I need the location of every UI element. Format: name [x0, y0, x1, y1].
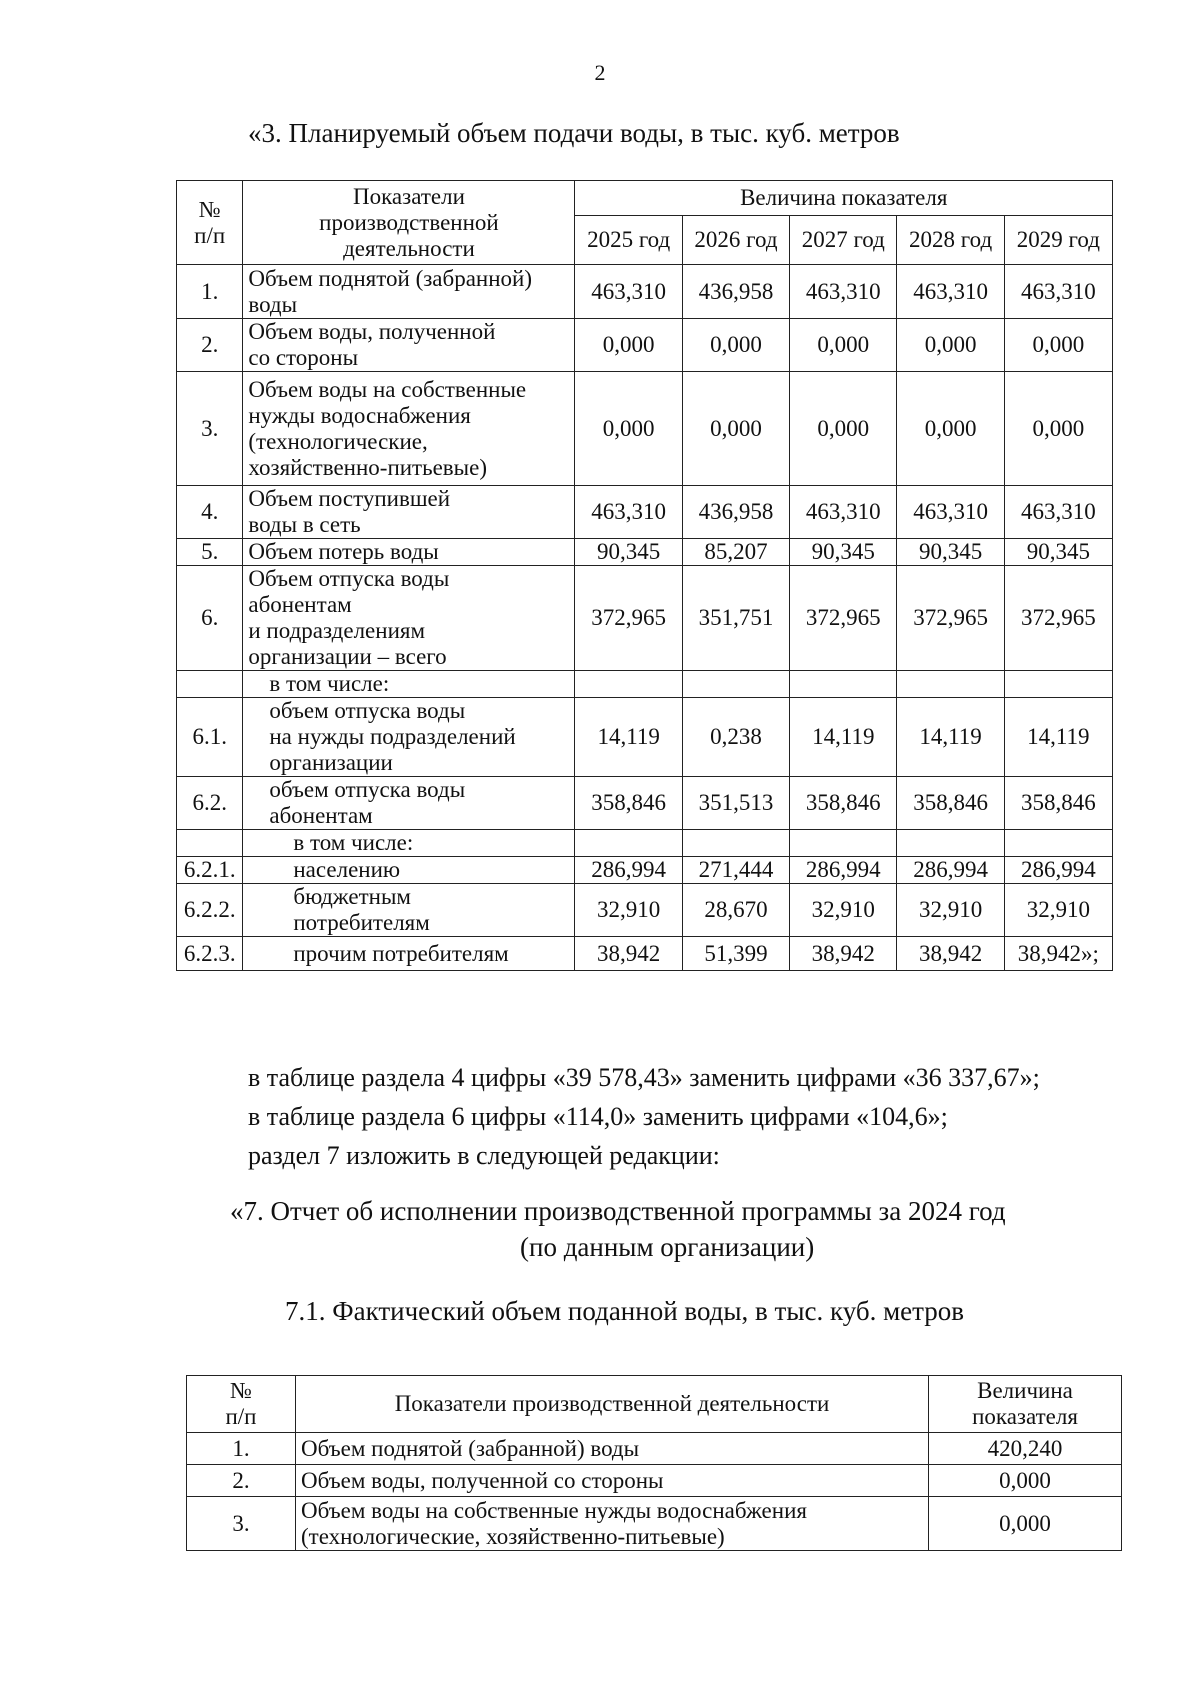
row-value: 14,119	[1004, 698, 1112, 777]
row-value: 38,942	[575, 937, 682, 971]
row-number: 3.	[177, 372, 243, 486]
section-7-subtitle-note: (по данным организации)	[520, 1232, 815, 1262]
row-number: 5.	[177, 539, 243, 566]
section-3-title: «3. Планируемый объем подачи воды, в тыс. куб. метров	[248, 118, 900, 148]
row-value	[1004, 830, 1112, 857]
table-row	[177, 777, 1113, 830]
row-indicator: в том числе:	[243, 830, 575, 857]
column-header-year: 2029 год	[1004, 216, 1112, 265]
table-row	[177, 857, 1113, 884]
row-indicator: прочим потребителям	[243, 937, 575, 971]
row-value: 372,965	[790, 566, 897, 671]
row-value: 38,942»;	[1004, 937, 1112, 971]
planned-table-body	[177, 265, 1113, 971]
row-value: 14,119	[897, 698, 1004, 777]
row-value: 38,942	[790, 937, 897, 971]
row-value: 358,846	[575, 777, 682, 830]
actual-water-volume-table	[186, 1375, 1122, 1551]
row-value: 14,119	[790, 698, 897, 777]
row-value: 32,910	[790, 884, 897, 937]
row-value: 463,310	[575, 486, 682, 539]
section-7-title: «7. Отчет об исполнении производственной программы за 2024 год	[230, 1196, 1006, 1226]
page-number: 2	[594, 60, 606, 85]
row-value: 0,000	[1004, 319, 1112, 372]
row-value: 463,310	[897, 486, 1004, 539]
row-value: 436,958	[682, 265, 789, 319]
row-value	[1004, 671, 1112, 698]
column-header-indicator: Показатели производственной деятельности	[243, 181, 575, 265]
row-number: 3.	[187, 1497, 296, 1551]
row-value: 463,310	[790, 265, 897, 319]
row-value: 38,942	[897, 937, 1004, 971]
row-value	[682, 671, 789, 698]
row-indicator: Объем поднятой (забранной) воды	[243, 265, 575, 319]
row-value: 436,958	[682, 486, 789, 539]
row-indicator: Объем потерь воды	[243, 539, 575, 566]
row-number: 6.2.2.	[177, 884, 243, 937]
row-value: 286,994	[897, 857, 1004, 884]
row-value: 32,910	[1004, 884, 1112, 937]
table-row	[177, 486, 1113, 539]
column-header-number: № п/п	[187, 1376, 296, 1433]
row-value: 463,310	[897, 265, 1004, 319]
row-indicator: Объем поступившей воды в сеть	[243, 486, 575, 539]
row-value: 351,513	[682, 777, 789, 830]
row-value	[897, 830, 1004, 857]
row-indicator: Объем воды, полученной со стороны	[243, 319, 575, 372]
column-header-indicator: Показатели производственной деятельности	[296, 1376, 929, 1433]
table-row	[187, 1465, 1122, 1497]
row-value	[897, 671, 1004, 698]
row-indicator: Объем воды на собственные нужды водоснабжения (технологические, хозяйственно-питьевые)	[296, 1497, 929, 1551]
row-value: 85,207	[682, 539, 789, 566]
row-indicator: объем отпуска воды абонентам	[243, 777, 575, 830]
row-number	[177, 830, 243, 857]
table-row	[177, 884, 1113, 937]
column-header-value-group: Величина показателя	[575, 181, 1113, 216]
amendment-paragraph: раздел 7 изложить в следующей редакции:	[248, 1141, 720, 1170]
row-number: 1.	[187, 1433, 296, 1465]
row-value: 420,240	[929, 1433, 1122, 1465]
row-number: 2.	[177, 319, 243, 372]
column-header-value: Величина показателя	[929, 1376, 1122, 1433]
table-row	[187, 1497, 1122, 1551]
table-row	[177, 319, 1113, 372]
row-indicator: Объем воды на собственные нужды водоснабжения (технологические, хозяйственно-питьевые)	[243, 372, 575, 486]
table-row	[177, 698, 1113, 777]
row-number: 6.2.	[177, 777, 243, 830]
row-value: 14,119	[575, 698, 682, 777]
row-value: 0,000	[682, 372, 789, 486]
row-number: 2.	[187, 1465, 296, 1497]
row-value: 286,994	[1004, 857, 1112, 884]
row-value: 0,000	[575, 372, 682, 486]
actual-table-body	[187, 1433, 1122, 1551]
column-header-year: 2025 год	[575, 216, 682, 265]
row-value: 286,994	[575, 857, 682, 884]
row-value	[575, 671, 682, 698]
row-indicator: Объем воды, полученной со стороны	[296, 1465, 929, 1497]
row-value: 463,310	[1004, 486, 1112, 539]
row-value: 358,846	[790, 777, 897, 830]
row-number: 1.	[177, 265, 243, 319]
column-header-year: 2026 год	[682, 216, 789, 265]
row-indicator: Объем отпуска воды абонентам и подразделениям организации – всего	[243, 566, 575, 671]
row-value: 0,000	[575, 319, 682, 372]
section-7-1-title: 7.1. Фактический объем поданной воды, в тыс. куб. метров	[285, 1296, 965, 1326]
row-value: 463,310	[1004, 265, 1112, 319]
row-value: 0,238	[682, 698, 789, 777]
table-row	[177, 671, 1113, 698]
column-header-year: 2028 год	[897, 216, 1004, 265]
row-indicator: объем отпуска воды на нужды подразделений организации	[243, 698, 575, 777]
table-row	[177, 830, 1113, 857]
row-value: 32,910	[575, 884, 682, 937]
row-number: 6.2.3.	[177, 937, 243, 971]
row-value: 0,000	[929, 1497, 1122, 1551]
row-value: 0,000	[790, 319, 897, 372]
table-row	[187, 1433, 1122, 1465]
table-row	[177, 937, 1113, 971]
table-row	[177, 265, 1113, 319]
row-value: 372,965	[1004, 566, 1112, 671]
row-value	[575, 830, 682, 857]
row-value: 463,310	[575, 265, 682, 319]
row-number	[177, 671, 243, 698]
row-value: 90,345	[790, 539, 897, 566]
row-value: 90,345	[575, 539, 682, 566]
row-number: 6.	[177, 566, 243, 671]
row-value: 351,751	[682, 566, 789, 671]
row-value: 28,670	[682, 884, 789, 937]
planned-water-volume-table	[176, 180, 1113, 971]
row-number: 6.1.	[177, 698, 243, 777]
row-value: 90,345	[897, 539, 1004, 566]
row-number: 6.2.1.	[177, 857, 243, 884]
row-value: 0,000	[897, 372, 1004, 486]
row-value: 32,910	[897, 884, 1004, 937]
row-value: 286,994	[790, 857, 897, 884]
row-value	[790, 671, 897, 698]
row-indicator: в том числе:	[243, 671, 575, 698]
row-value: 358,846	[1004, 777, 1112, 830]
row-indicator: населению	[243, 857, 575, 884]
row-value: 0,000	[790, 372, 897, 486]
row-value: 463,310	[790, 486, 897, 539]
row-value: 0,000	[682, 319, 789, 372]
row-number: 4.	[177, 486, 243, 539]
row-indicator: бюджетным потребителям	[243, 884, 575, 937]
row-value: 0,000	[929, 1465, 1122, 1497]
row-value: 372,965	[897, 566, 1004, 671]
row-value: 90,345	[1004, 539, 1112, 566]
table-row	[177, 372, 1113, 486]
column-header-year: 2027 год	[790, 216, 897, 265]
amendment-paragraph: в таблице раздела 6 цифры «114,0» заменить цифрами «104,6»;	[248, 1102, 948, 1131]
row-indicator: Объем поднятой (забранной) воды	[296, 1433, 929, 1465]
row-value: 271,444	[682, 857, 789, 884]
row-value: 0,000	[1004, 372, 1112, 486]
row-value: 372,965	[575, 566, 682, 671]
row-value: 358,846	[897, 777, 1004, 830]
table-row	[177, 566, 1113, 671]
column-header-number: № п/п	[177, 181, 243, 265]
row-value: 51,399	[682, 937, 789, 971]
row-value: 0,000	[897, 319, 1004, 372]
row-value	[682, 830, 789, 857]
amendment-paragraph: в таблице раздела 4 цифры «39 578,43» заменить цифрами «36 337,67»;	[248, 1063, 1040, 1092]
row-value	[790, 830, 897, 857]
table-row	[177, 539, 1113, 566]
